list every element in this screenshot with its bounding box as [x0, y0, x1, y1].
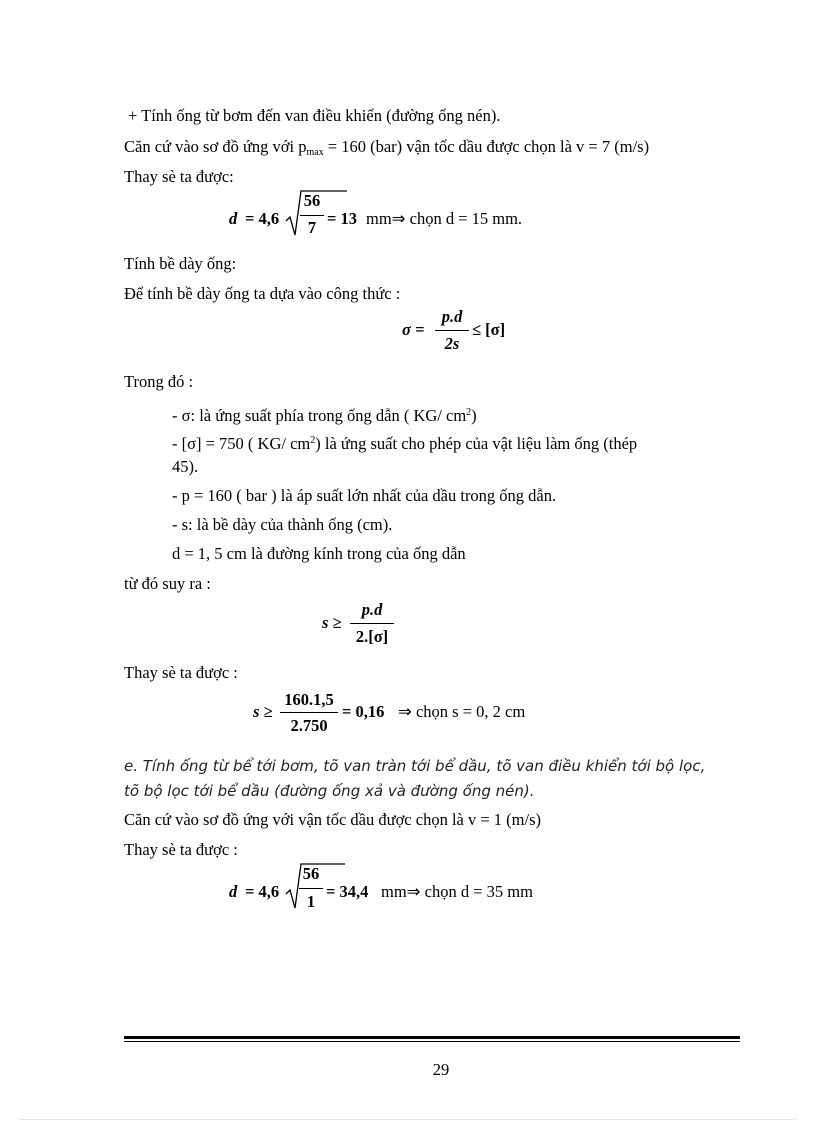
- pmax-subscript: max: [306, 147, 324, 158]
- wall-thickness-intro: Để tính bề dày ống ta dựa vào công thức :: [124, 284, 401, 303]
- substitute-line-1: Thay sè ta được:: [124, 167, 234, 186]
- formula-s-value-result: = 0,16: [342, 702, 385, 721]
- formula-sigma-lhs: σ =: [402, 320, 425, 339]
- superscript: 2: [310, 435, 316, 446]
- formula-s-value-bar: [280, 712, 338, 713]
- definition-diameter: d = 1, 5 cm là đường kính trong của ống dẫn: [172, 544, 466, 563]
- formula-d1-denominator: 7: [307, 218, 317, 237]
- formula-d1-numerator: 56: [303, 191, 321, 210]
- formula-d1-coeff: = 4,6: [245, 209, 280, 228]
- formula-sigma-rhs: ≤ [σ]: [472, 320, 506, 339]
- formula-d2-result: = 34,4: [326, 882, 369, 901]
- section-e-line-2: tõ bộ lọc tới bể dầu (đường ống xả và đường ống nén).: [124, 782, 535, 800]
- formula-sigma-numerator: p.d: [441, 307, 463, 326]
- formula-d2-bar: [299, 888, 323, 889]
- substitute-line-3: Thay sè ta được :: [124, 840, 238, 859]
- formula-s-lhs: s ≥: [322, 613, 342, 632]
- formula-sigma-bar: [435, 330, 469, 331]
- formula-d2-denominator: 1: [306, 892, 316, 911]
- definition-allowable-stress: [172, 431, 637, 454]
- definition-pressure: - p = 160 ( bar ) là áp suất lớn nhất của dầu trong ống dẫn.: [172, 486, 557, 505]
- formula-d2-lhs: d: [229, 882, 238, 901]
- definition-sigma-end: ): [471, 406, 477, 425]
- formula-s-numerator: p.d: [361, 600, 383, 619]
- page-bottom-dotted-border: [20, 1119, 796, 1120]
- wall-thickness-title: Tính bề dày ống:: [124, 254, 237, 273]
- derive-line: từ đó suy ra :: [124, 574, 211, 593]
- formula-d2-choice: mm⇒ chọn d = 35 mm: [381, 882, 533, 901]
- basis-line-2: Căn cứ vào sơ đồ ứng với vận tốc dầu được chọn là v = 1 (m/s): [124, 810, 541, 829]
- formula-sigma-denominator: 2s: [444, 334, 460, 353]
- formula-s-value-choice: ⇒ chọn s = 0, 2 cm: [398, 702, 526, 721]
- formula-d1-lhs: d: [229, 209, 238, 228]
- basis-text: Căn cứ vào sơ đồ ứng với p: [124, 137, 307, 156]
- formula-d2-numerator: 56: [302, 864, 320, 883]
- definition-allowable-end: ) là ứng suất cho phép của vật liệu làm ống (thép: [315, 434, 638, 453]
- footer-rule-thin: [124, 1041, 740, 1042]
- basis-line-1: [124, 137, 649, 163]
- formula-s-value-lhs: s ≥: [253, 702, 273, 721]
- definition-thickness: - s: là bề dày của thành ống (cm).: [172, 515, 393, 534]
- definition-allowable-stress-cont: 45).: [172, 457, 199, 476]
- formula-d1-choice: mm⇒ chọn d = 15 mm.: [366, 209, 523, 228]
- formula-d1-bar: [300, 215, 324, 216]
- page-number: 29: [432, 1060, 450, 1079]
- basis-text-end: = 160 (bar) vận tốc dầu được chọn là v = 7 (m/s): [323, 137, 650, 156]
- section-e-line-1: e. Tính ống từ bể tới bơm, tõ van tràn tới bể dầu, tõ van điều khiển tới bộ lọc,: [124, 757, 706, 775]
- formula-s-value-denominator: 2.750: [290, 716, 328, 735]
- definition-sigma: [172, 403, 477, 426]
- footer-rule-thick: [124, 1036, 740, 1039]
- formula-s-denominator: 2.[σ]: [355, 627, 389, 646]
- formula-s-bar: [350, 623, 394, 624]
- definition-sigma-text: - σ: là ứng suất phía trong ống dẫn ( KG/ cm: [172, 406, 467, 425]
- where-label: Trong đó :: [124, 372, 194, 391]
- definition-allowable-text: - [σ] = 750 ( KG/ cm: [172, 434, 311, 453]
- heading-pump-to-valve: + Tính ống từ bơm đến van điều khiển (đường ống nén).: [128, 106, 501, 125]
- substitute-line-2: Thay sè ta được :: [124, 663, 238, 682]
- superscript: 2: [466, 407, 472, 418]
- formula-d2-coeff: = 4,6: [245, 882, 280, 901]
- formula-d1-result: = 13: [327, 209, 358, 228]
- formula-s-value-numerator: 160.1,5: [284, 690, 334, 709]
